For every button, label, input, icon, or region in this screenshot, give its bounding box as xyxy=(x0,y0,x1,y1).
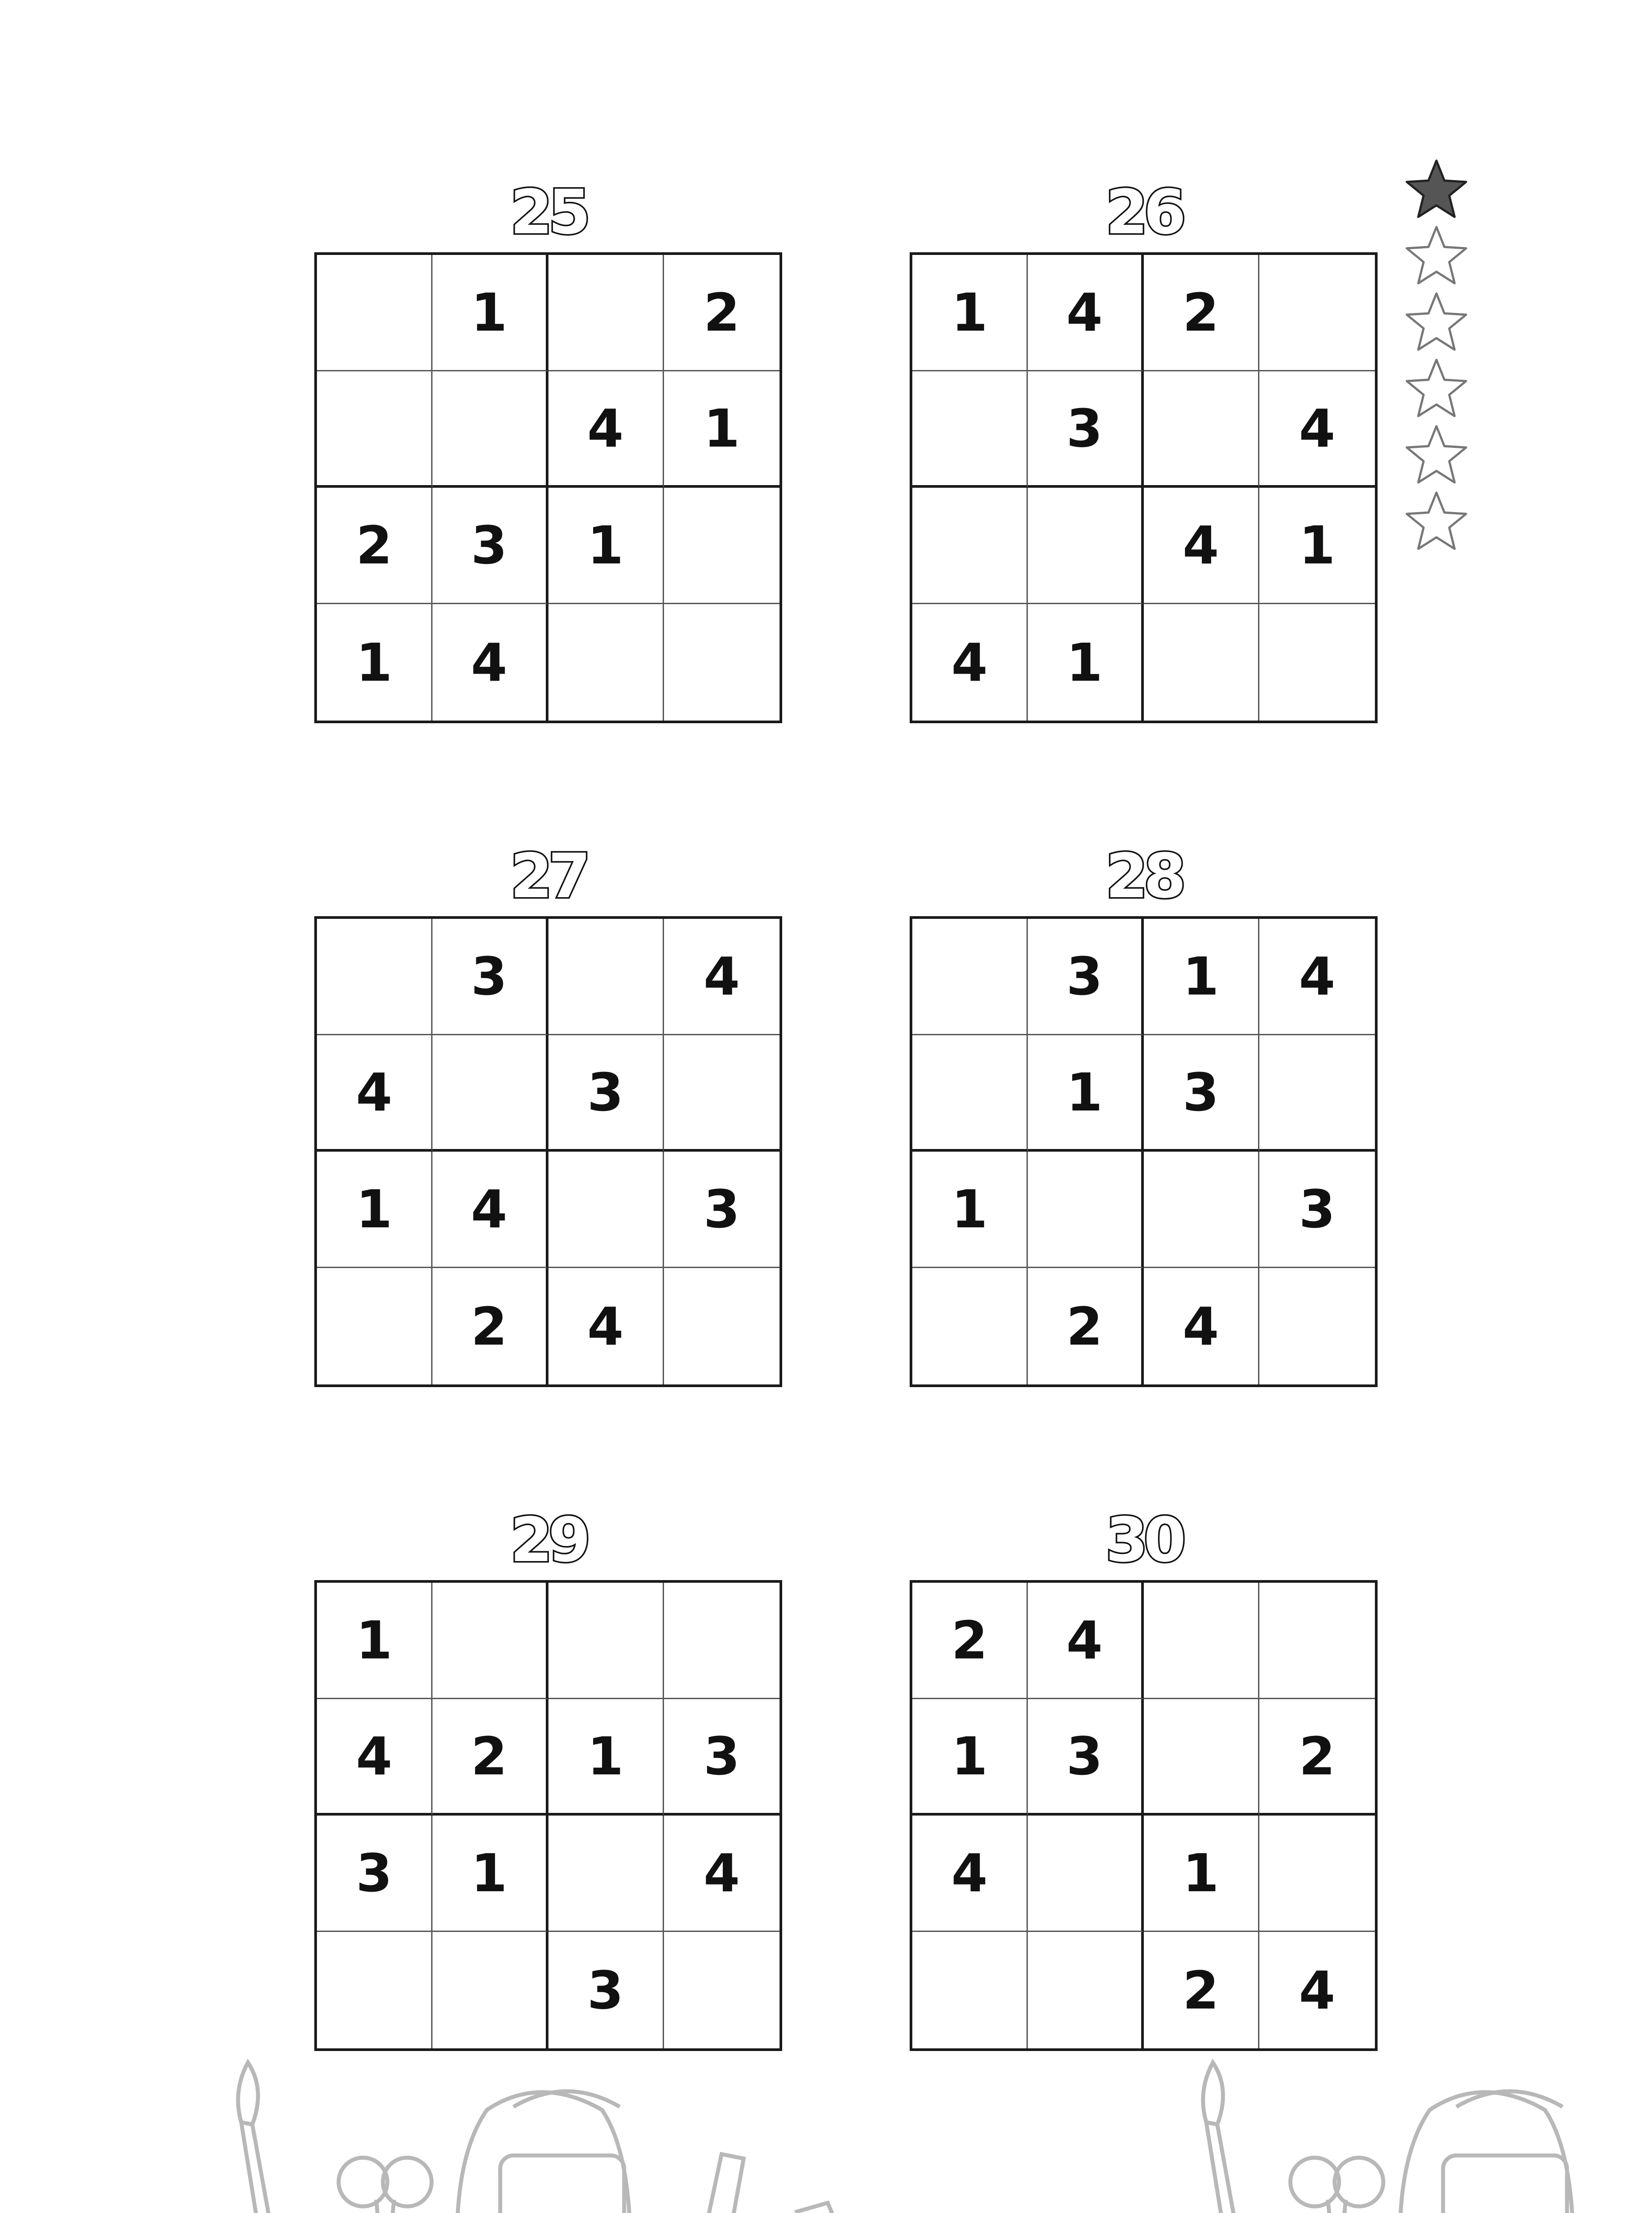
empty-cell[interactable] xyxy=(1144,1152,1259,1268)
empty-cell[interactable] xyxy=(664,488,780,604)
given-cell: 4 xyxy=(1028,255,1143,371)
given-cell: 4 xyxy=(1144,488,1259,604)
star-filled-icon xyxy=(1403,157,1470,224)
empty-cell[interactable] xyxy=(317,919,432,1035)
empty-cell[interactable] xyxy=(664,604,780,721)
given-cell: 2 xyxy=(1144,1932,1259,2048)
given-cell: 4 xyxy=(548,1268,664,1384)
given-cell: 1 xyxy=(664,371,780,488)
difficulty-stars xyxy=(1403,157,1474,555)
star-outline-icon xyxy=(1403,423,1470,489)
given-cell: 1 xyxy=(1259,488,1375,604)
given-cell: 4 xyxy=(1144,1268,1259,1384)
given-cell: 1 xyxy=(1028,604,1143,721)
empty-cell[interactable] xyxy=(317,371,432,488)
given-cell: 3 xyxy=(1259,1152,1375,1268)
sudoku-grid xyxy=(314,252,782,723)
given-cell: 1 xyxy=(548,488,664,604)
given-cell: 1 xyxy=(1144,1816,1259,1932)
empty-cell[interactable] xyxy=(1144,371,1259,488)
pencil-icon xyxy=(691,2154,744,2213)
star-outline-icon xyxy=(1403,356,1470,423)
empty-cell[interactable] xyxy=(548,255,664,371)
empty-cell[interactable] xyxy=(1028,488,1143,604)
empty-cell[interactable] xyxy=(1259,1583,1375,1699)
empty-cell[interactable] xyxy=(432,1583,548,1699)
given-cell: 4 xyxy=(317,1699,432,1816)
empty-cell[interactable] xyxy=(1144,1699,1259,1816)
given-cell: 4 xyxy=(664,919,780,1035)
given-cell: 1 xyxy=(317,1152,432,1268)
sudoku-grid xyxy=(910,252,1378,723)
empty-cell[interactable] xyxy=(1259,1035,1375,1152)
scissors-icon xyxy=(339,2158,432,2213)
paintbrush-icon-2 xyxy=(1203,2063,1244,2213)
given-cell: 2 xyxy=(664,255,780,371)
empty-cell[interactable] xyxy=(912,919,1028,1035)
given-cell: 3 xyxy=(1144,1035,1259,1152)
given-cell: 4 xyxy=(1259,919,1375,1035)
empty-cell[interactable] xyxy=(548,1583,664,1699)
backpack-icon xyxy=(457,2091,631,2213)
empty-cell[interactable] xyxy=(432,1932,548,2048)
empty-cell[interactable] xyxy=(548,919,664,1035)
given-cell: 1 xyxy=(548,1699,664,1816)
empty-cell[interactable] xyxy=(912,488,1028,604)
empty-cell[interactable] xyxy=(1028,1816,1143,1932)
star-outline-icon xyxy=(1403,290,1470,356)
given-cell: 4 xyxy=(432,1152,548,1268)
sudoku-grid xyxy=(910,1580,1378,2051)
given-cell: 2 xyxy=(1144,255,1259,371)
puzzle-number: 26 xyxy=(1105,177,1182,248)
empty-cell[interactable] xyxy=(1259,1816,1375,1932)
empty-cell[interactable] xyxy=(432,1035,548,1152)
given-cell: 3 xyxy=(1028,919,1143,1035)
puzzle-number: 27 xyxy=(510,840,587,912)
scissors-icon-2 xyxy=(1290,2158,1383,2213)
backpack-icon-2 xyxy=(1400,2091,1574,2213)
given-cell: 4 xyxy=(548,371,664,488)
given-cell: 1 xyxy=(432,255,548,371)
empty-cell[interactable] xyxy=(1028,1932,1143,2048)
empty-cell[interactable] xyxy=(1259,255,1375,371)
given-cell: 2 xyxy=(1028,1268,1143,1384)
given-cell: 1 xyxy=(912,255,1028,371)
paintbrush-icon xyxy=(238,2063,279,2213)
stapler-icon xyxy=(797,2203,868,2213)
sudoku-grid xyxy=(314,916,782,1387)
given-cell: 1 xyxy=(317,1583,432,1699)
sudoku-grid xyxy=(314,1580,782,2051)
empty-cell[interactable] xyxy=(1259,604,1375,721)
given-cell: 1 xyxy=(912,1699,1028,1816)
given-cell: 2 xyxy=(912,1583,1028,1699)
given-cell: 4 xyxy=(317,1035,432,1152)
star-outline-icon xyxy=(1403,489,1470,555)
empty-cell[interactable] xyxy=(912,1932,1028,2048)
puzzle-number: 28 xyxy=(1105,840,1182,912)
empty-cell[interactable] xyxy=(664,1932,780,2048)
empty-cell[interactable] xyxy=(432,371,548,488)
given-cell: 1 xyxy=(317,604,432,721)
given-cell: 4 xyxy=(664,1816,780,1932)
empty-cell[interactable] xyxy=(664,1583,780,1699)
given-cell: 3 xyxy=(432,919,548,1035)
empty-cell[interactable] xyxy=(548,1816,664,1932)
given-cell: 3 xyxy=(548,1035,664,1152)
empty-cell[interactable] xyxy=(1144,604,1259,721)
given-cell: 4 xyxy=(912,1816,1028,1932)
star-outline-icon xyxy=(1403,224,1470,290)
puzzle-number: 29 xyxy=(510,1504,587,1576)
empty-cell[interactable] xyxy=(1144,1583,1259,1699)
school-supplies-decoration xyxy=(0,2054,1652,2213)
given-cell: 3 xyxy=(664,1699,780,1816)
given-cell: 4 xyxy=(1299,1959,1335,2021)
empty-cell[interactable] xyxy=(317,1932,432,2048)
given-cell: 4 xyxy=(432,604,548,721)
empty-cell[interactable] xyxy=(912,1035,1028,1152)
given-cell: 4 xyxy=(1028,1583,1143,1699)
empty-cell[interactable] xyxy=(912,371,1028,488)
given-cell: 4 xyxy=(1259,371,1375,488)
given-cell: 3 xyxy=(432,488,548,604)
empty-cell[interactable] xyxy=(664,1268,780,1384)
empty-cell[interactable] xyxy=(548,1152,664,1268)
given-cell: 1 xyxy=(912,1152,1028,1268)
given-cell: 3 xyxy=(1028,1699,1143,1816)
given-cell: 3 xyxy=(1028,371,1143,488)
given-cell: 2 xyxy=(317,488,432,604)
given-cell: 1 xyxy=(1144,919,1259,1035)
empty-cell[interactable] xyxy=(317,255,432,371)
given-cell: 2 xyxy=(432,1268,548,1384)
given-cell: 3 xyxy=(664,1152,780,1268)
given-cell: 1 xyxy=(1028,1035,1143,1152)
given-cell: 4 xyxy=(912,604,1028,721)
empty-cell[interactable] xyxy=(912,1268,1028,1384)
given-cell: 2 xyxy=(1259,1699,1375,1816)
empty-cell[interactable] xyxy=(317,1268,432,1384)
given-cell: 1 xyxy=(432,1816,548,1932)
empty-cell[interactable] xyxy=(664,1035,780,1152)
empty-cell[interactable] xyxy=(548,604,664,721)
puzzle-number: 30 xyxy=(1105,1504,1182,1576)
empty-cell[interactable] xyxy=(1259,1268,1375,1384)
empty-cell[interactable] xyxy=(1028,1152,1143,1268)
sudoku-grid xyxy=(910,916,1378,1387)
given-cell: 3 xyxy=(548,1932,664,2048)
given-cell: 2 xyxy=(432,1699,548,1816)
given-cell: 3 xyxy=(317,1816,432,1932)
puzzle-number: 25 xyxy=(510,177,587,248)
